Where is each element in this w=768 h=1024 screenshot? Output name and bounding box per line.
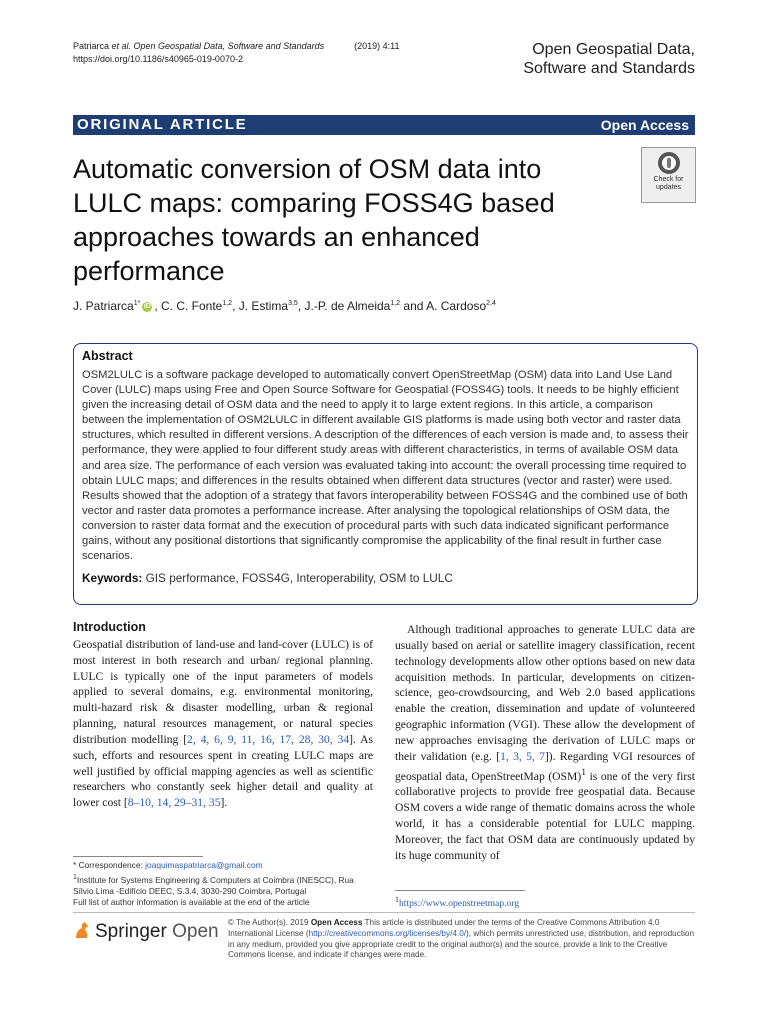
journal-name-line1: Open Geospatial Data, xyxy=(532,41,695,58)
abstract-heading: Abstract xyxy=(82,349,133,363)
orcid-icon[interactable]: iD xyxy=(143,302,151,310)
license-open-access: Open Access xyxy=(310,918,363,927)
running-header xyxy=(73,40,400,66)
author-affiliation: 2,4 xyxy=(486,300,496,307)
correspondence-email-link[interactable]: joaquimaspatriarca@gmail.com xyxy=(145,860,263,870)
author-name[interactable]: J.-P. de Almeida xyxy=(304,299,391,313)
publisher-name: Springer xyxy=(95,921,167,942)
author-name[interactable]: A. Cardoso xyxy=(426,299,487,313)
springer-open-logo xyxy=(73,920,219,943)
article-type: ORIGINAL ARTICLE xyxy=(77,116,248,133)
body-column-left xyxy=(73,620,373,811)
paragraph-text: ]. xyxy=(220,796,228,810)
author-name[interactable]: J. Estima xyxy=(238,299,289,313)
citation-link[interactable]: 2, 4, 6, 9, 11, 16, 17, 28, 30, 34 xyxy=(187,732,350,746)
footnote-marker[interactable]: 1 xyxy=(581,766,587,778)
separator: , xyxy=(154,299,161,313)
correspondence-label: * Correspondence: xyxy=(73,860,146,870)
open-access-label: Open Access xyxy=(600,117,689,133)
footnote-divider xyxy=(395,890,525,891)
check-updates-line1: Check for xyxy=(653,176,684,183)
license-text: © The Author(s). 2019 xyxy=(228,918,311,927)
author-info-note: Full list of author information is available at the end of the article xyxy=(73,897,310,908)
journal-name xyxy=(523,40,695,78)
footnote-url-link[interactable]: https://www.openstreetmap.org xyxy=(399,898,520,910)
paragraph xyxy=(395,622,695,864)
paragraph-text: is one of the very first collaborative projects to provide free geospatial data. Because OSM covers a wide range of thematic domains across the whole world, it has a considerable potential for LULC mapping. Moreover, the fact that OSM data are continuously updated by its huge community of xyxy=(395,769,695,862)
footer-divider xyxy=(73,912,695,913)
abstract-box xyxy=(73,343,698,605)
keywords xyxy=(82,571,689,585)
citation-link[interactable]: 1, 3, 5, 7 xyxy=(500,749,545,763)
springer-horse-icon xyxy=(73,920,91,940)
header-journal: et al. Open Geospatial Data, Software and Standards xyxy=(111,41,325,51)
separator: , xyxy=(297,299,305,313)
abstract-text: OSM2LULC is a software package developed to automatically convert OpenStreetMap (OSM) data into Land Use Land Cover (LULC) maps using Free and Open Source Software for Geospatial (FOSS4G) tools. It needs to be highly efficient given the increasing detail of OSM data and the need to apply it to large extent regions. In this article, a comparison between the implementation of OSM2LULC in different available GIS platforms is made using both vector and raster data structures, which resulted in different versions. A description of the differences of each version is made and, to assess their performance, they were applied to four different study areas with different characteristics, in terms of available OSM data and area size. The performance of each version was evaluated taking into account: the overall processing time required to obtain LULC maps; and differences in the results obtained when different data structures (vector and raster) were used. Results showed that the adoption of a strategy that favors interoperability between FOSS4G and the combined use of both vector and raster data promotes a performance increase. After analysing the topological relationships of OSM data, the conversion to raster data format and the execution of procedural parts with such data indicated significant performance gains, without any positional distortions that significantly compromise the applicability of the final result in further case scenarios. xyxy=(82,369,689,563)
paragraph xyxy=(73,637,373,811)
separator: and xyxy=(400,299,427,313)
license-text: ), which permits unrestricted use, distribution, and reproduction in any medium, provided you give appropriate credit to the original author(s) and the source, provide a link to the Creative Commons license, and indicate if changes were made. xyxy=(228,928,695,960)
author-affiliation: 3,5 xyxy=(288,300,298,307)
update-icon xyxy=(658,152,680,174)
footnote-number: 1 xyxy=(395,895,399,904)
footnote-1 xyxy=(395,895,519,909)
keywords-label: Keywords: xyxy=(82,571,143,586)
license-text: This article is distributed under the terms of the Creative Commons Attribution 4.0 International License ( xyxy=(228,918,660,938)
body-column-right xyxy=(395,622,695,864)
article-title: Automatic conversion of OSM data into LULC maps: comparing FOSS4G based approaches towards an enhanced performance xyxy=(73,154,555,286)
paragraph-text: Geospatial distribution of land-use and land-cover (LULC) is of most interest in both research and urban/ regional planning. LULC is typically one of the input parameters of models applied to several domains, e.g. environmental monitoring, multi-hazard risk & disaster modelling, urban & regional planning, natural resources management, or natural species distribution modelling [ xyxy=(73,637,373,746)
header-year-volume: (2019) 4:11 xyxy=(354,41,400,51)
keywords-list: GIS performance, FOSS4G, Interoperability, OSM to LULC xyxy=(142,571,453,586)
affiliation-marker: 1 xyxy=(73,873,77,881)
author-list xyxy=(73,299,496,313)
citation-link[interactable]: 8–10, 14, 29–31, 35 xyxy=(127,796,221,810)
author-affiliation: 1,2 xyxy=(390,300,401,307)
journal-name-line2: Software and Standards xyxy=(523,60,695,77)
footnote-divider xyxy=(73,856,203,857)
paragraph-text: ]. As such, efforts and resources spent in creating LULC maps are well justified by official mapping agencies as well as scientific researchers who constantly seek higher detail and quality at lower cost [ xyxy=(73,732,373,810)
correspondence-footnote xyxy=(73,860,373,909)
header-doi-link[interactable]: https://doi.org/10.1186/s40965-019-0070-2 xyxy=(73,54,243,64)
article-type-banner xyxy=(73,115,695,135)
section-heading-introduction: Introduction xyxy=(73,620,146,634)
license-url-link[interactable]: http://creativecommons.org/licenses/by/4.0/ xyxy=(308,928,467,938)
paragraph-text: Although traditional approaches to generate LULC data are usually based on aerial or satellite imagery classification, recent technology developments allow other options based on new data acquisition methods. In particular, developments on citizen-science, geo-crowdsourcing, and Web 2.0 based applications enable the creation, dissemination and update of volunteered geographic information (VGI). These allow the development of new approaches envisaging the derivation of LULC maps or their validation (e.g. [ xyxy=(395,623,695,763)
affiliation-text: Institute for Systems Engineering & Computers at Coimbra (INESCC), Rua Sílvio Lima -Edifício DEEC, S.3.4, 3030-290 Coimbra, Portugal xyxy=(73,874,354,896)
check-for-updates-badge[interactable] xyxy=(641,147,696,203)
author-name[interactable]: C. C. Fonte xyxy=(160,299,223,313)
author-name[interactable]: J. Patriarca xyxy=(73,299,134,313)
publisher-open: Open xyxy=(166,921,219,942)
license-statement xyxy=(228,918,698,961)
author-affiliation: 1,2 xyxy=(222,300,233,307)
separator: , xyxy=(232,299,239,313)
header-authors: Patriarca xyxy=(73,41,112,51)
paragraph-text: ]). Regarding VGI resources of geospatial data, OpenStreetMap (OSM) xyxy=(395,749,695,783)
check-updates-line2: updates xyxy=(656,184,681,191)
author-affiliation: 1* xyxy=(133,300,141,307)
